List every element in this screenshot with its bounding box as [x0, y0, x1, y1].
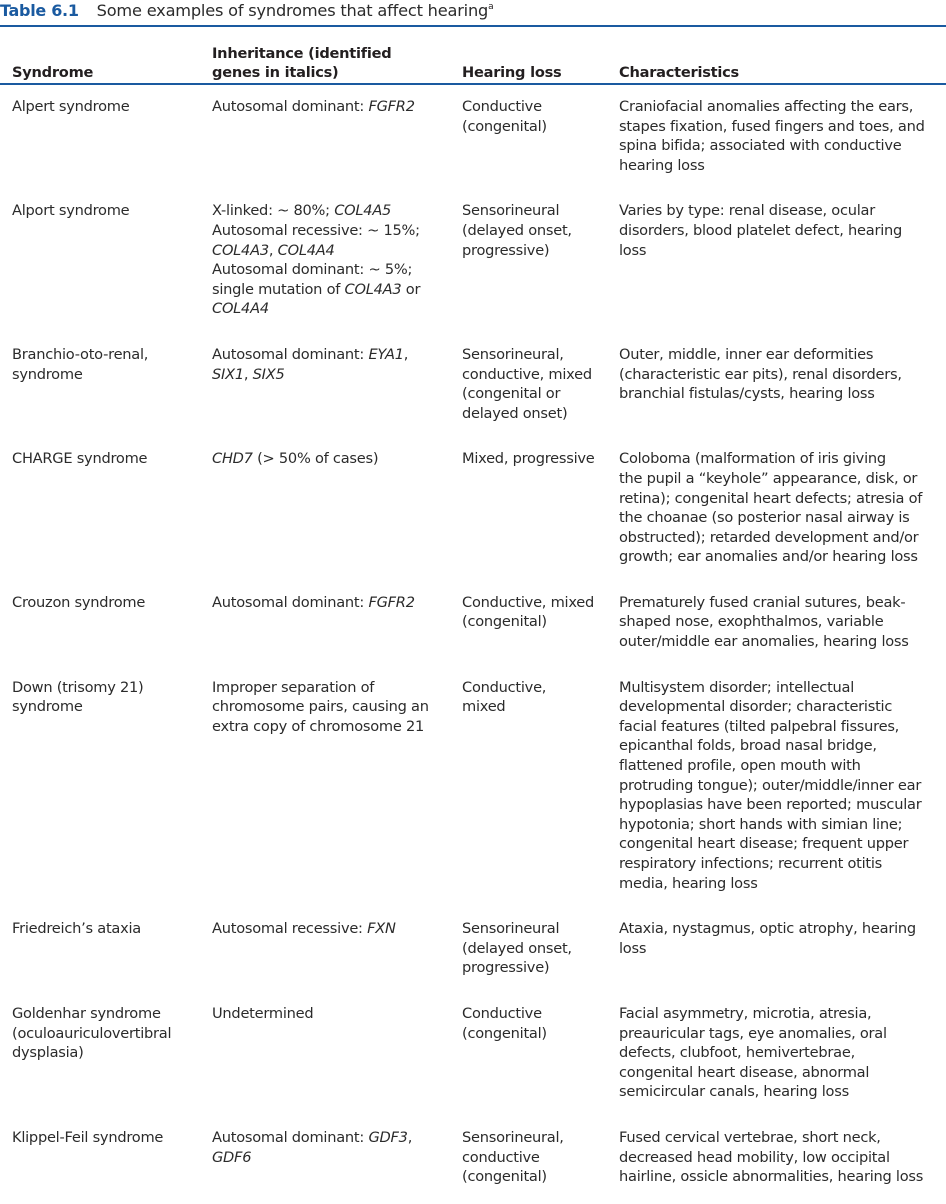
inheritance-line — [212, 345, 450, 365]
characteristics-line: Outer, middle, inner ear deformities — [619, 345, 874, 363]
inheritance-text: single mutation of — [212, 280, 345, 298]
inheritance-line — [212, 1128, 450, 1148]
hearing_loss-line: Conductive — [462, 98, 542, 115]
inheritance-text: , — [268, 241, 278, 259]
hearing_loss-line: Sensorineural — [462, 920, 560, 938]
header-row — [0, 27, 946, 88]
hearing_loss-line: Conductive, — [462, 678, 547, 696]
characteristics-line: stapes fixation, fused fingers and toes, and — [619, 117, 925, 135]
syndrome-line: Alpert syndrome — [12, 98, 130, 115]
inheritance-text: Autosomal recessive: ~ 15%; — [212, 221, 420, 239]
inheritance-line — [212, 919, 450, 939]
syndromes-table — [0, 27, 946, 1204]
characteristics-line: semicircular canals, hearing loss — [619, 1083, 849, 1101]
inheritance-text: X-linked: ~ 80%; — [212, 202, 335, 220]
hearing_loss-line: Sensorineural — [462, 202, 560, 220]
cell-inheritance — [200, 669, 450, 911]
cell-characteristics — [607, 995, 946, 1119]
cell-inheritance — [200, 584, 450, 669]
characteristics-line: respiratory infections; recurrent otitis — [619, 855, 883, 872]
gene-name: FXN — [367, 920, 396, 938]
inheritance-line — [212, 1148, 450, 1168]
table-row — [0, 910, 946, 995]
characteristics-line: congenital heart disease; frequent upper — [619, 835, 909, 853]
table-title: Some examples of syndromes that affect hearing — [96, 1, 489, 20]
inheritance-text: Autosomal dominant: ~ 5%; — [212, 261, 413, 279]
characteristics-line: loss — [619, 241, 647, 259]
characteristics-line: Coloboma (malformation of iris giving — [619, 450, 886, 468]
gene-name: COL4A4 — [277, 241, 335, 259]
footnote-marker: a — [488, 2, 494, 12]
inheritance-text: Autosomal recessive: — [212, 920, 368, 938]
cell-inheritance — [200, 995, 450, 1119]
characteristics-line: hypoplasias have been reported; muscular — [619, 796, 922, 814]
cell-hearing-loss — [450, 584, 607, 669]
inheritance-line — [212, 299, 450, 319]
syndrome-line: Goldenhar syndrome — [12, 1004, 161, 1022]
gene-name: COL4A4 — [212, 300, 269, 318]
cell-hearing-loss — [450, 336, 607, 440]
characteristics-line: Fused cervical vertebrae, short neck, — [619, 1128, 881, 1146]
hearing_loss-line: conductive, mixed — [462, 365, 592, 383]
inheritance-line — [212, 280, 450, 300]
table-row — [0, 1119, 946, 1204]
inheritance-text: extra copy of chromosome 21 — [212, 717, 425, 735]
header-hearing-loss-label: Hearing loss — [462, 64, 562, 82]
cell-characteristics — [607, 192, 946, 336]
hearing_loss-line: (congenital) — [462, 613, 547, 631]
table-row — [0, 192, 946, 336]
cell-characteristics — [607, 88, 946, 192]
gene-name: COL4A3 — [344, 280, 402, 298]
hearing_loss-line: conductive — [462, 1148, 540, 1166]
characteristics-line: Prematurely fused cranial sutures, beak- — [619, 593, 906, 611]
table-row — [0, 669, 946, 911]
cell-hearing-loss — [450, 995, 607, 1119]
syndrome-line: syndrome — [12, 698, 83, 716]
characteristics-line: developmental disorder; characteristic — [619, 698, 893, 716]
syndrome-line: Klippel-Feil syndrome — [12, 1128, 164, 1146]
header-inheritance-line2: genes in italics) — [212, 64, 339, 82]
characteristics-line: branchial fistulas/cysts, hearing loss — [619, 385, 875, 403]
inheritance-line — [212, 365, 450, 385]
inheritance-line — [212, 97, 450, 117]
cell-inheritance — [200, 1119, 450, 1204]
table-row — [0, 440, 946, 584]
inheritance-line — [212, 221, 450, 241]
inheritance-text: chromosome pairs, causing an — [212, 698, 429, 716]
table-header — [0, 27, 946, 88]
gene-name: EYA1 — [368, 345, 404, 363]
cell-hearing-loss — [450, 910, 607, 995]
inheritance-text: Autosomal dominant: — [212, 345, 369, 363]
hearing_loss-line: progressive) — [462, 959, 550, 977]
characteristics-line: Varies by type: renal disease, ocular — [619, 202, 875, 220]
header-characteristics-label: Characteristics — [619, 64, 739, 82]
header-inheritance — [200, 27, 450, 88]
cell-characteristics — [607, 910, 946, 995]
cell-characteristics — [607, 336, 946, 440]
characteristics-line: hearing loss — [619, 156, 705, 174]
table-row — [0, 584, 946, 669]
header-hearing-loss — [450, 27, 607, 88]
characteristics-line: Facial asymmetry, microtia, atresia, — [619, 1004, 872, 1022]
hearing_loss-line: (congenital) — [462, 1168, 547, 1186]
inheritance-line — [212, 1004, 450, 1024]
characteristics-line: growth; ear anomalies and/or hearing loss — [619, 548, 918, 566]
cell-syndrome — [0, 584, 200, 669]
characteristics-line: hypotonia; short hands with simian line; — [619, 815, 903, 833]
characteristics-line: flattened profile, open mouth with — [619, 757, 861, 775]
header-syndrome-label: Syndrome — [12, 64, 94, 82]
characteristics-line: obstructed); retarded development and/or — [619, 528, 919, 546]
inheritance-text: Undetermined — [212, 1004, 314, 1022]
characteristics-line: defects, clubfoot, hemivertebrae, — [619, 1044, 855, 1062]
hearing_loss-line: (congenital or — [462, 385, 561, 403]
hearing_loss-line: Conductive — [462, 1004, 542, 1022]
cell-hearing-loss — [450, 192, 607, 336]
hearing_loss-line: (delayed onset, — [462, 221, 572, 239]
cell-hearing-loss — [450, 88, 607, 192]
characteristics-line: Craniofacial anomalies affecting the ears, — [619, 98, 914, 115]
gene-name: FGFR2 — [368, 98, 415, 115]
characteristics-line: facial features (tilted palpebral fissures, — [619, 717, 900, 735]
cell-syndrome — [0, 192, 200, 336]
characteristics-line: the pupil a “keyhole” appearance, disk, or — [619, 469, 918, 487]
characteristics-line: retina); congenital heart defects; atresia of — [619, 489, 923, 507]
cell-inheritance — [200, 910, 450, 995]
gene-name: COL4A5 — [334, 202, 392, 220]
characteristics-line: Ataxia, nystagmus, optic atrophy, hearing — [619, 920, 916, 938]
cell-inheritance — [200, 88, 450, 192]
table-caption — [0, 0, 493, 24]
characteristics-line: hairline, ossicle abnormalities, hearing loss — [619, 1168, 924, 1186]
characteristics-line: epicanthal folds, broad nasal bridge, — [619, 737, 877, 755]
characteristics-line: protruding tongue); outer/middle/inner ear — [619, 776, 922, 794]
cell-characteristics — [607, 669, 946, 911]
table-row — [0, 995, 946, 1119]
cell-syndrome — [0, 910, 200, 995]
table-row — [0, 336, 946, 440]
characteristics-line: outer/middle ear anomalies, hearing loss — [619, 633, 909, 651]
syndrome-line: dysplasia) — [12, 1044, 84, 1062]
hearing_loss-line: Conductive, mixed — [462, 593, 595, 611]
characteristics-line: congenital heart disease, abnormal — [619, 1063, 870, 1081]
cell-hearing-loss — [450, 440, 607, 584]
characteristics-line: media, hearing loss — [619, 874, 758, 892]
inheritance-line — [212, 678, 450, 698]
hearing_loss-line: Mixed, progressive — [462, 450, 595, 468]
inheritance-text: , — [407, 1128, 413, 1146]
characteristics-line: loss — [619, 939, 647, 957]
gene-name: FGFR2 — [368, 593, 415, 611]
gene-name: GDF6 — [212, 1148, 252, 1166]
hearing_loss-line: (congenital) — [462, 1024, 547, 1042]
gene-name: COL4A3 — [212, 241, 269, 259]
syndrome-line: syndrome — [12, 365, 83, 383]
syndrome-line: CHARGE syndrome — [12, 450, 148, 468]
cell-characteristics — [607, 440, 946, 584]
cell-inheritance — [200, 336, 450, 440]
inheritance-text: (> 50% of cases) — [252, 450, 379, 468]
cell-hearing-loss — [450, 1119, 607, 1204]
syndrome-line: Crouzon syndrome — [12, 593, 146, 611]
header-syndrome — [0, 27, 200, 88]
inheritance-line — [212, 717, 450, 737]
cell-syndrome — [0, 336, 200, 440]
cell-inheritance — [200, 192, 450, 336]
inheritance-text: Autosomal dominant: — [212, 593, 369, 611]
characteristics-line: disorders, blood platelet defect, hearing — [619, 221, 903, 239]
inheritance-line — [212, 241, 450, 261]
inheritance-text: or — [401, 280, 421, 298]
syndrome-line: Friedreich’s ataxia — [12, 920, 141, 938]
table-body — [0, 88, 946, 1204]
inheritance-line — [212, 697, 450, 717]
hearing_loss-line: mixed — [462, 698, 506, 716]
hearing_loss-line: Sensorineural, — [462, 345, 564, 363]
cell-syndrome — [0, 88, 200, 192]
cell-characteristics — [607, 1119, 946, 1204]
inheritance-line — [212, 593, 450, 613]
characteristics-line: shaped nose, exophthalmos, variable — [619, 613, 884, 631]
header-inheritance-line1: Inheritance (identified — [212, 44, 392, 62]
cell-inheritance — [200, 440, 450, 584]
gene-name: GDF3 — [368, 1128, 408, 1146]
inheritance-line — [212, 260, 450, 280]
characteristics-line: (characteristic ear pits), renal disorders, — [619, 365, 902, 383]
inheritance-text: Autosomal dominant: — [212, 98, 369, 115]
inheritance-line — [212, 201, 450, 221]
table-row — [0, 88, 946, 192]
characteristics-line: preauricular tags, eye anomalies, oral — [619, 1024, 887, 1042]
hearing_loss-line: delayed onset) — [462, 404, 568, 422]
gene-name: SIX5 — [252, 365, 285, 383]
cell-syndrome — [0, 440, 200, 584]
hearing_loss-line: (congenital) — [462, 117, 547, 135]
syndrome-line: Alport syndrome — [12, 202, 130, 220]
inheritance-text: , — [243, 365, 253, 383]
header-characteristics — [607, 27, 946, 88]
gene-name: SIX1 — [212, 365, 244, 383]
hearing_loss-line: progressive) — [462, 241, 550, 259]
table-number: Table 6.1 — [0, 1, 79, 20]
syndrome-line: Down (trisomy 21) — [12, 678, 144, 696]
cell-characteristics — [607, 584, 946, 669]
inheritance-text: Improper separation of — [212, 678, 375, 696]
hearing_loss-line: (delayed onset, — [462, 939, 572, 957]
characteristics-line: Multisystem disorder; intellectual — [619, 678, 855, 696]
syndrome-line: Branchio-oto-renal, — [12, 345, 149, 363]
characteristics-line: spina bifida; associated with conductive — [619, 137, 902, 155]
gene-name: CHD7 — [212, 450, 253, 468]
cell-syndrome — [0, 669, 200, 911]
syndrome-line: (oculoauriculovertibral — [12, 1024, 172, 1042]
inheritance-text: Autosomal dominant: — [212, 1128, 369, 1146]
hearing_loss-line: Sensorineural, — [462, 1128, 564, 1146]
cell-syndrome — [0, 1119, 200, 1204]
characteristics-line: decreased head mobility, low occipital — [619, 1148, 890, 1166]
inheritance-line — [212, 449, 450, 469]
characteristics-line: the choanae (so posterior nasal airway is — [619, 509, 910, 527]
inheritance-text: , — [403, 345, 409, 363]
cell-syndrome — [0, 995, 200, 1119]
cell-hearing-loss — [450, 669, 607, 911]
